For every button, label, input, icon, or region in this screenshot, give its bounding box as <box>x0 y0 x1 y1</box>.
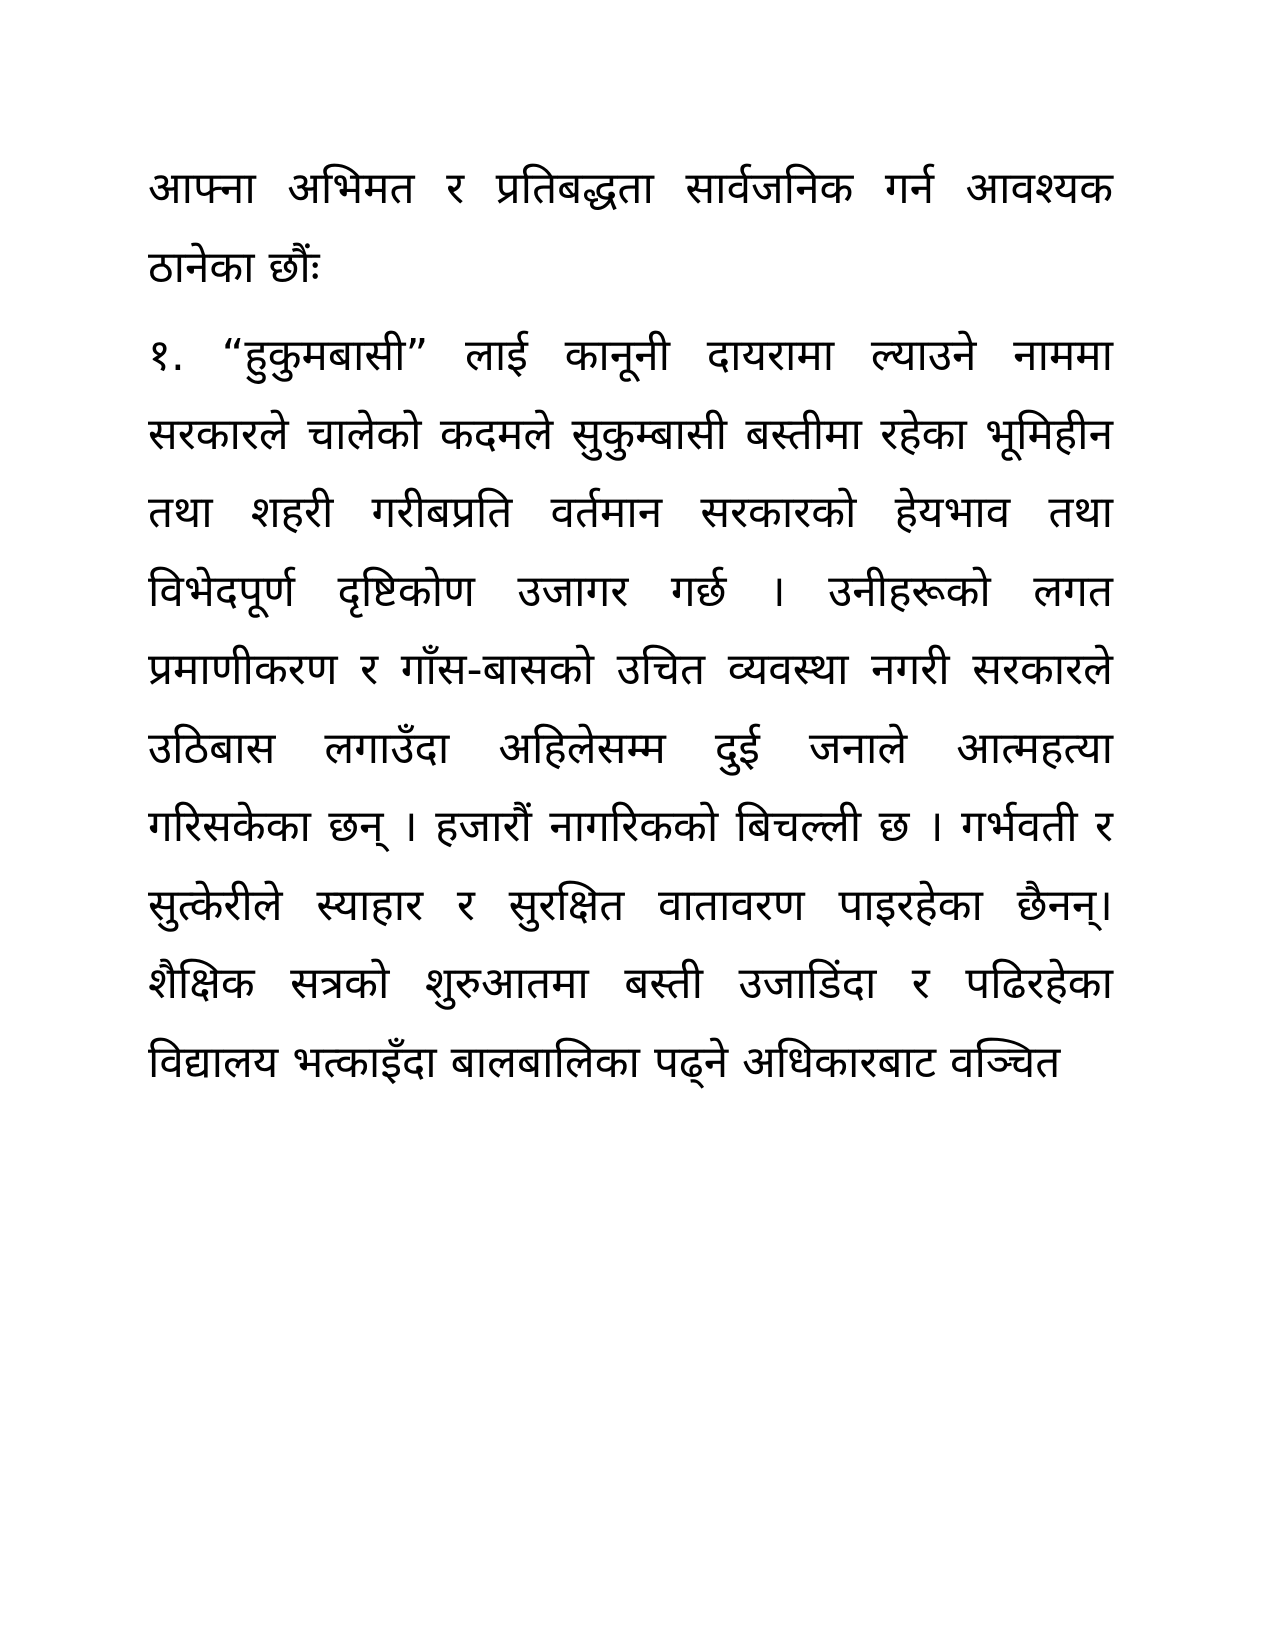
document-page <box>148 150 1113 1112</box>
intro-paragraph: आफ्ना अभिमत र प्रतिबद्धता सार्वजनिक गर्न आवश्यक ठानेका छौंः <box>148 163 1113 293</box>
point-1-paragraph: १. “हुकुमबासी” लाई कानूनी दायरामा ल्याउने नाममा सरकारले चालेको कदमले सुकुम्बासी बस्तीमा रहेका भूमिहीन तथा शहरी गरीबप्रति वर्तमान सरकारको हेयभाव तथा विभेदपूर्ण दृष्टिकोण उजागर गर्छ । उनीहरूको लगत प्रमाणीकरण र गाँस-बासको उचित व्यवस्था नगरी सरकारले उठिबास लगाउँदा अहिलेसम्म दुई जनाले आत्महत्या गरिसकेका छन् । हजारौं नागरिकको बिचल्ली छ । गर्भवती र सुत्केरीले स्याहार र सुरक्षित वातावरण पाइरहेका छैनन्। शैक्षिक सत्रको शुरुआतमा बस्ती उजाडिंदा र पढिरहेका विद्यालय भत्काइँदा बालबालिका पढ्ने अधिकारबाट वञ्चित <box>148 330 1113 1088</box>
